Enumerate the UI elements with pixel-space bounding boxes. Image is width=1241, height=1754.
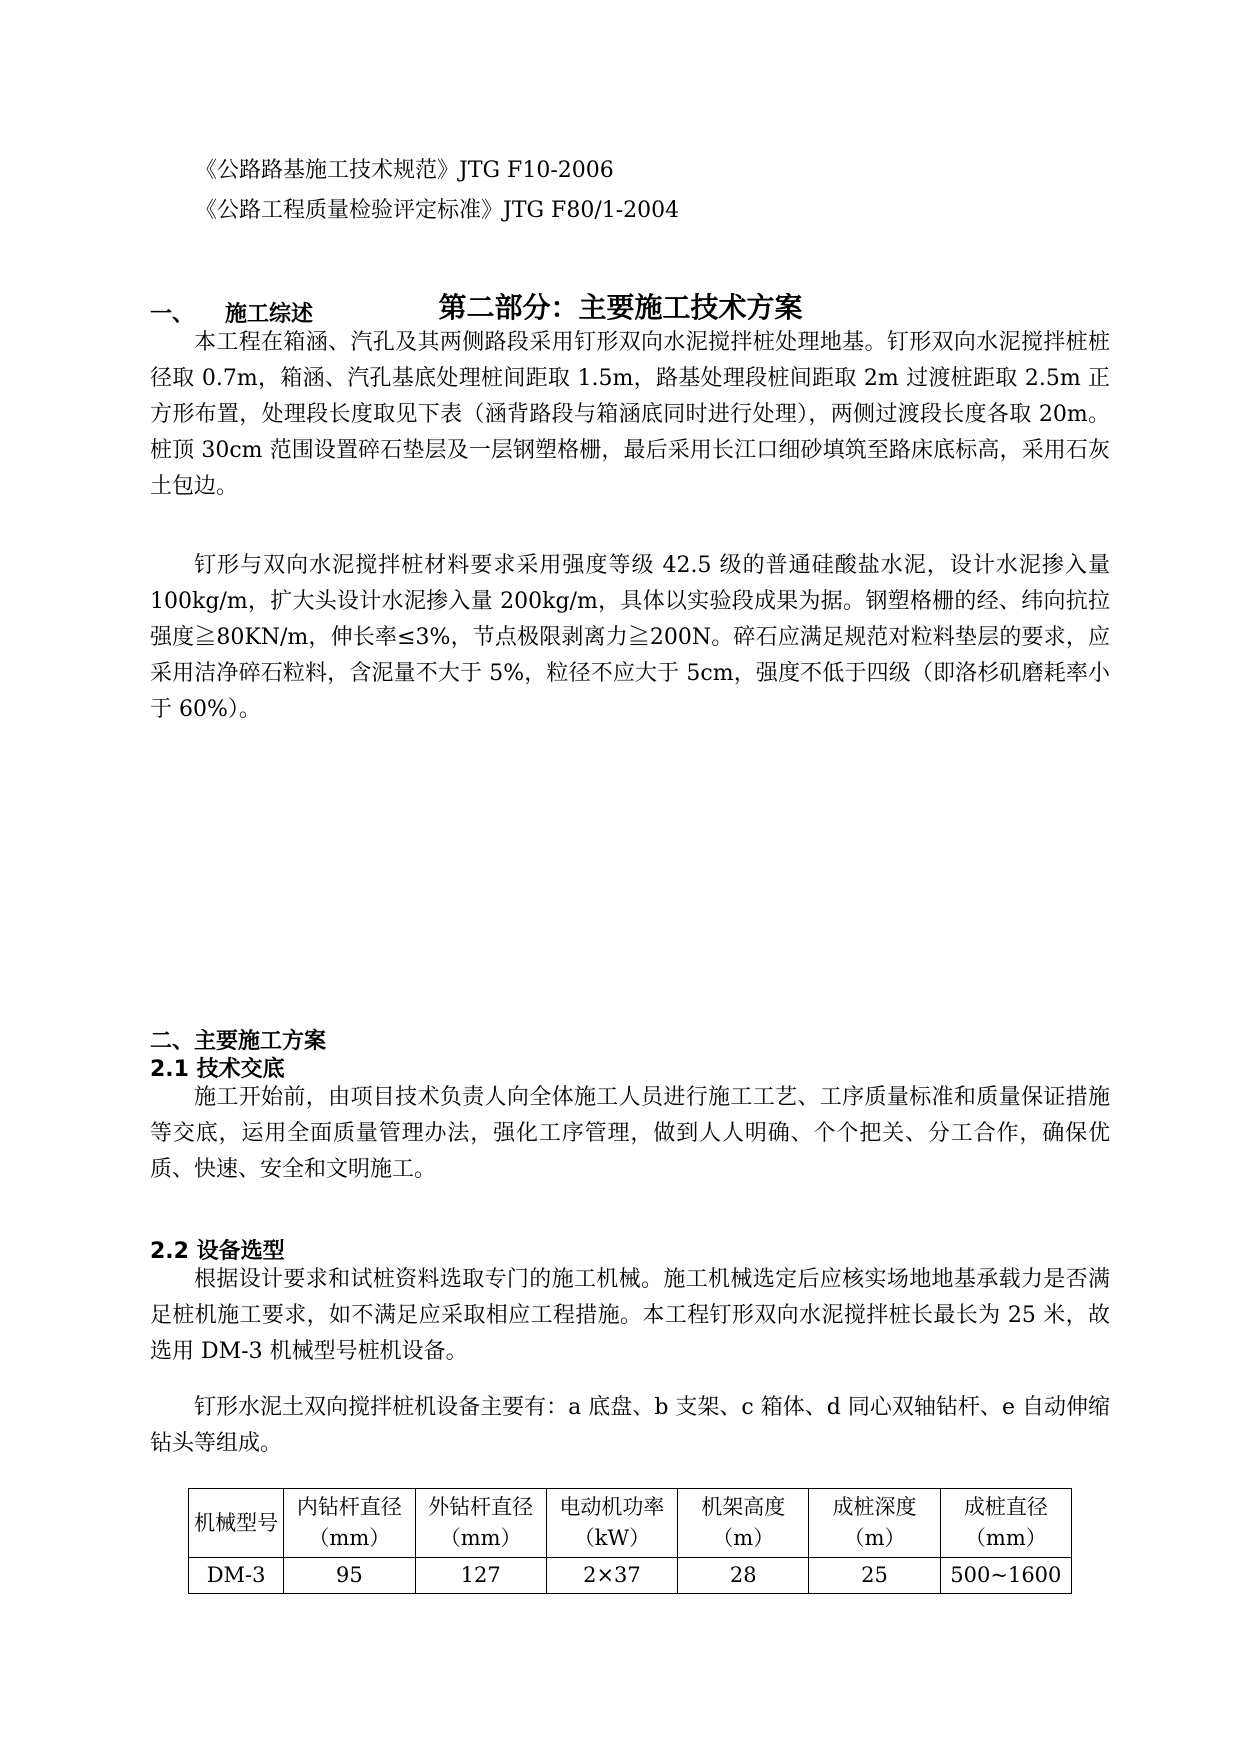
table-header-cell: 成桩直径（mm） — [940, 1489, 1071, 1558]
table-header-cell: 成桩深度（m） — [809, 1489, 940, 1558]
table-header-cell: 外钻杆直径（mm） — [415, 1489, 546, 1558]
equipment-spec-table — [188, 1488, 1072, 1594]
reference-line-2: 《公路工程质量检验评定标准》JTG F80/1-2004 — [195, 198, 680, 223]
subsection-2-2-paragraph-2: 钉形水泥土双向搅拌桩机设备主要有：a 底盘、b 支架、c 箱体、d 同心双轴钻杆、e 自动伸缩钻头等组成。 — [150, 1395, 1110, 1456]
table-cell: 28 — [678, 1558, 809, 1594]
table-header-cell: 内钻杆直径（mm） — [284, 1489, 415, 1558]
table-header-row — [189, 1489, 1072, 1558]
table-cell: 25 — [809, 1558, 940, 1594]
section1-paragraph-1: 本工程在箱涵、汽孔及其两侧路段采用钉形双向水泥搅拌桩处理地基。钉形双向水泥搅拌桩桩径取 0.7m，箱涵、汽孔基底处理桩间距取 1.5m，路基处理段桩间距取 2m 过渡桩距取 2.5m 正方形布置，处理段长度取见下表（涵背路段与箱涵底同时进行处理），两侧过渡段长度各取 20m。桩顶 30cm 范围设置碎石垫层及一层钢塑格栅，最后采用长江口细砂填筑至路床底标高，采用石灰土包边。 — [150, 330, 1110, 499]
table-cell: 95 — [284, 1558, 415, 1594]
part-title: 第二部分：主要施工技术方案 — [438, 291, 803, 324]
table-header-cell: 电动机功率（kW） — [546, 1489, 677, 1558]
section1-title: 施工综述 — [225, 302, 314, 327]
table-cell: DM-3 — [189, 1558, 284, 1594]
reference-line-1: 《公路路基施工技术规范》JTG F10-2006 — [195, 158, 614, 183]
table-row — [189, 1558, 1072, 1594]
subsection-2-2-heading: 2.2 设备选型 — [150, 1239, 285, 1264]
subsection-2-2-paragraph-1: 根据设计要求和试桩资料选取专门的施工机械。施工机械选定后应核实场地地基承载力是否满足桩机施工要求，如不满足应采取相应工程措施。本工程钉形双向水泥搅拌桩长最长为 25 米，故选用 DM-3 机械型号桩机设备。 — [150, 1267, 1110, 1364]
subsection-2-1-paragraph: 施工开始前，由项目技术负责人向全体施工人员进行施工工艺、工序质量标准和质量保证措施等交底，运用全面质量管理办法，强化工序管理，做到人人明确、个个把关、分工合作，确保优质、快速、安全和文明施工。 — [150, 1085, 1110, 1182]
table-cell: 2×37 — [546, 1558, 677, 1594]
table-cell: 500~1600 — [940, 1558, 1071, 1594]
section1-paragraph-2: 钉形与双向水泥搅拌桩材料要求采用强度等级 42.5 级的普通硅酸盐水泥，设计水泥掺入量 100kg/m，扩大头设计水泥掺入量 200kg/m，具体以实验段成果为据。钢塑格栅的经、纬向抗拉强度≧80KN/m，伸长率≤3%，节点极限剥离力≧200N。碎石应满足规范对粒料垫层的要求，应采用洁净碎石粒料，含泥量不大于 5%，粒径不应大于 5cm，强度不低于四级（即洛杉矶磨耗率小于 60%）。 — [150, 553, 1110, 722]
subsection-2-1-heading: 2.1 技术交底 — [150, 1057, 285, 1082]
table-header-cell: 机械型号 — [189, 1489, 284, 1558]
table-header-cell: 机架高度（m） — [678, 1489, 809, 1558]
table-cell: 127 — [415, 1558, 546, 1594]
section1-number: 一、 — [150, 302, 195, 327]
section1-heading — [150, 297, 313, 328]
section2-heading: 二、主要施工方案 — [150, 1029, 327, 1054]
